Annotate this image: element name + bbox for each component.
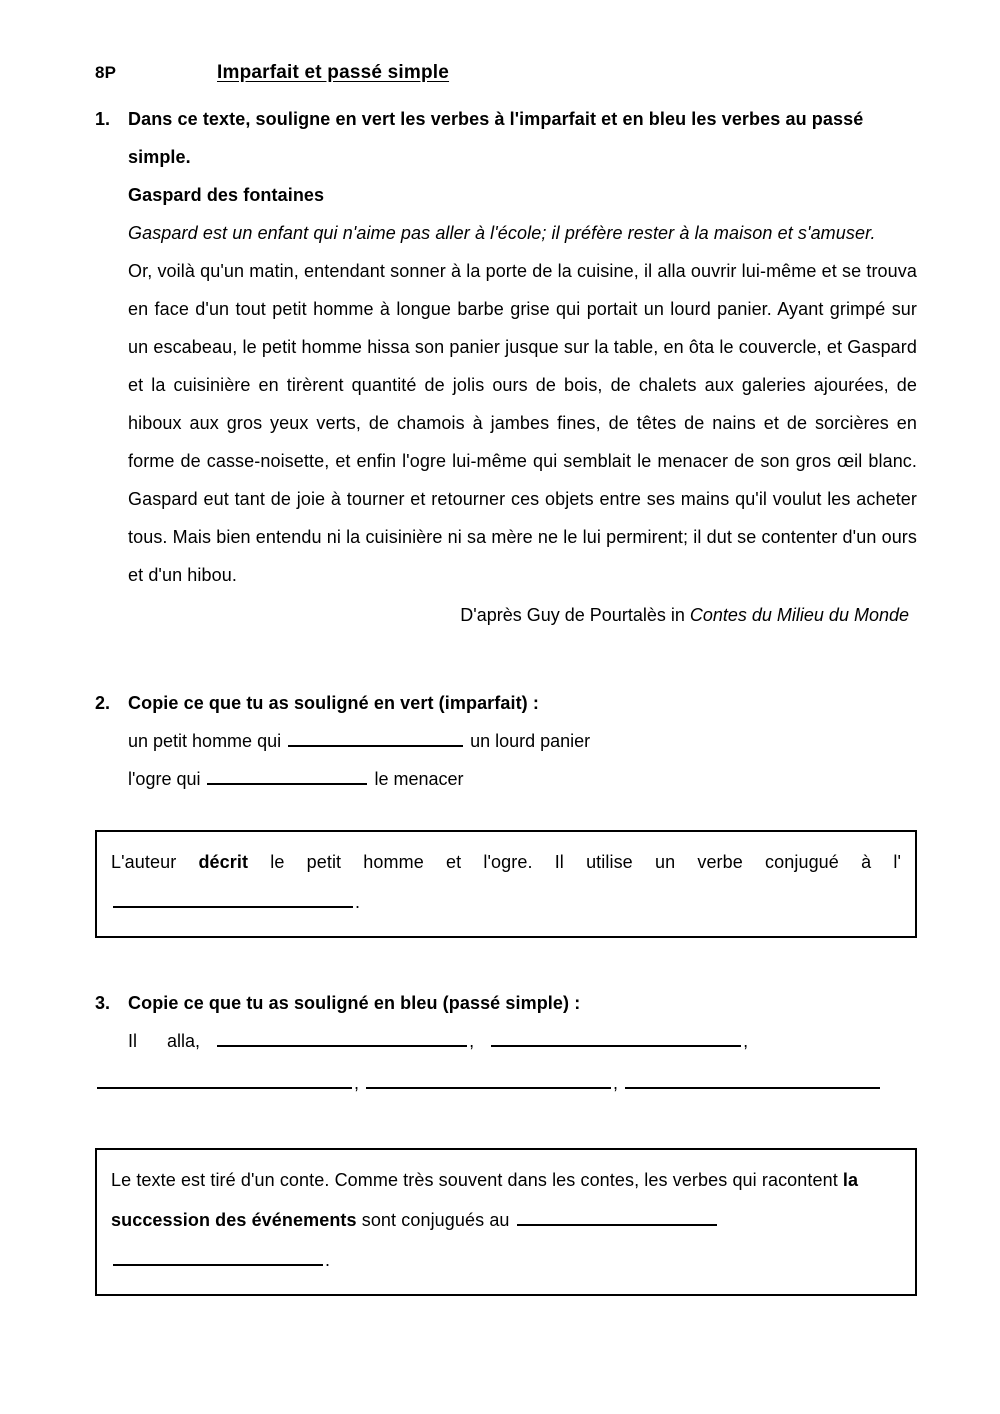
q3-blank-4[interactable] — [366, 1071, 611, 1089]
question-2 — [95, 684, 917, 798]
grade-level-label: 8P — [95, 63, 117, 82]
box1-bold-decrit: décrit — [198, 852, 249, 872]
question-3-answer-line-2 — [95, 1064, 917, 1102]
box2-blank-2[interactable] — [113, 1248, 323, 1266]
q3-word-il: Il — [128, 1031, 137, 1051]
box2-blank-1[interactable] — [517, 1208, 717, 1226]
q3-comma-4: , — [613, 1073, 619, 1093]
question-3-answer-line-1 — [128, 1022, 917, 1060]
box1-part2: le petit homme et l'ogre. Il utilise un verbe conjugué à l' — [248, 852, 901, 872]
box2-part1: Le texte est tiré d'un conte. Comme très souvent dans les contes, les verbes qui racontent — [111, 1170, 843, 1190]
conclusion-box-imparfait — [95, 830, 917, 938]
story-title: Gaspard des fontaines — [128, 185, 325, 205]
q2-blank-2[interactable] — [207, 767, 367, 785]
conclusion-box-2-text — [111, 1160, 901, 1280]
q3-blank-5[interactable] — [625, 1071, 880, 1089]
box2-part3: . — [325, 1250, 331, 1270]
story-attribution — [128, 596, 917, 634]
q3-word-alla: alla, — [167, 1031, 201, 1051]
question-1-number: 1. — [95, 109, 111, 129]
question-1-prompt: Dans ce texte, souligne en vert les verbes à l'imparfait et en bleu les verbes au passé simple. — [128, 109, 864, 167]
q3-comma-3: , — [354, 1073, 360, 1093]
q3-blank-2[interactable] — [491, 1029, 741, 1047]
q2-blank-1[interactable] — [288, 729, 463, 747]
question-2-number: 2. — [95, 693, 111, 713]
story-intro-paragraph: Gaspard est un enfant qui n'aime pas aller à l'école; il préfère rester à la maison et s'amuser. — [128, 223, 876, 243]
box1-part1: L'auteur — [111, 852, 199, 872]
box1-part3: . — [355, 892, 361, 912]
question-2-answer-line-1 — [128, 722, 917, 760]
box2-part2: sont conjugués au — [356, 1210, 515, 1230]
q2-line1-prefix: un petit homme qui — [128, 731, 287, 751]
story-body-paragraph: Or, voilà qu'un matin, entendant sonner à la porte de la cuisine, il alla ouvrir lui-même et se trouva en face d'un tout petit homme à longue barbe grise qui portait un lourd panier. Ayant grimpé sur un escabeau, le petit homme hissa son panier jusque sur la table, en ôta le couvercle, et Gaspard et la cuisinière en tirèrent quantité de jolis ours de bois, de chalets aux galeries ajourées, de hiboux aux gros yeux verts, de chamois à jambes fines, de têtes de nains et de sorcières en forme de casse-noisette, et enfin l'ogre lui-même qui semblait le menacer de son gros œil blanc. Gaspard eut tant de joie à tourner et retourner ces objets entre ses mains qu'il voulut les acheter tous. Mais bien entendu ni la cuisinière ni sa mère ne le lui permirent; il dut se contenter d'un ours et d'un hibou. — [128, 261, 917, 585]
q3-comma-2: , — [743, 1031, 749, 1051]
q2-line2-prefix: l'ogre qui — [128, 769, 206, 789]
conclusion-box-1-text — [111, 842, 901, 922]
spacer — [95, 802, 917, 830]
attribution-author: D'après Guy de Pourtalès in — [460, 605, 690, 625]
question-3-number: 3. — [95, 993, 111, 1013]
worksheet-content — [95, 62, 917, 1296]
spacer — [95, 1102, 917, 1148]
question-3-prompt: Copie ce que tu as souligné en bleu (passé simple) : — [128, 993, 581, 1013]
q2-line2-suffix: le menacer — [369, 769, 464, 789]
q2-line1-suffix: un lourd panier — [465, 731, 591, 751]
attribution-source-title: Contes du Milieu du Monde — [689, 605, 909, 625]
q3-blank-1[interactable] — [217, 1029, 467, 1047]
question-2-prompt: Copie ce que tu as souligné en vert (imparfait) : — [128, 693, 539, 713]
spacer — [95, 638, 917, 684]
q3-blank-3[interactable] — [97, 1071, 352, 1089]
question-3 — [95, 984, 917, 1060]
question-2-answer-line-2 — [128, 760, 917, 798]
q3-comma-1: , — [469, 1031, 475, 1051]
document-header — [95, 62, 917, 84]
conclusion-box-passe-simple — [95, 1148, 917, 1296]
box2-bold-succession: la succession des événements — [111, 1170, 859, 1230]
page-title: Imparfait et passé simple — [217, 62, 450, 83]
question-1 — [95, 100, 917, 634]
box1-blank[interactable] — [113, 890, 353, 908]
spacer — [95, 938, 917, 984]
